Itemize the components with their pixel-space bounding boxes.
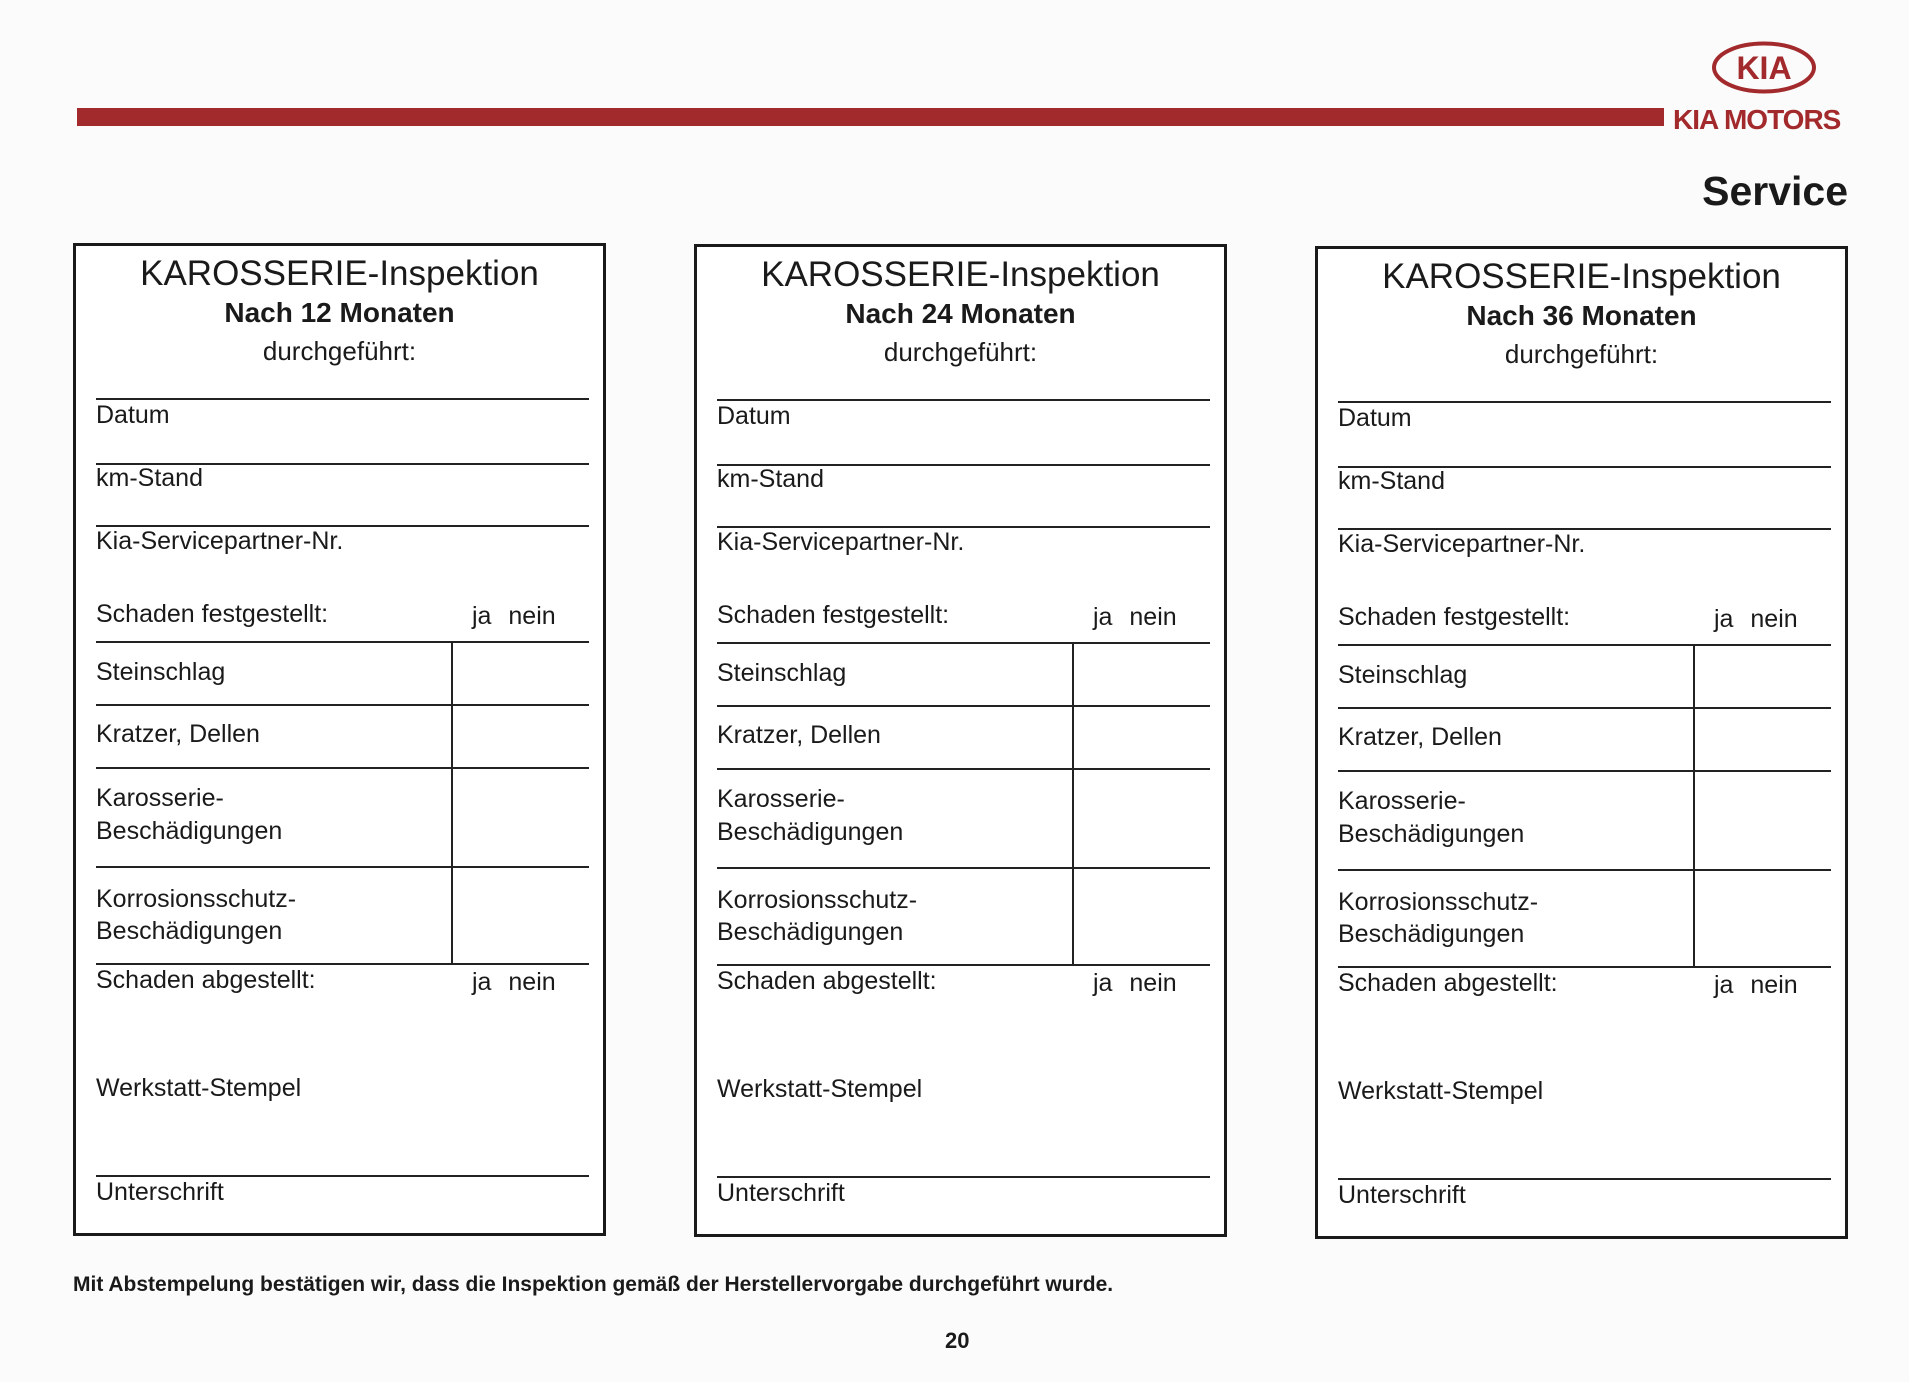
field-label-partner: Kia-Servicepartner-Nr. (96, 527, 344, 555)
field-label-stone-chip: Steinschlag (1338, 661, 1468, 689)
field-label-date: Datum (1338, 404, 1412, 432)
field-label-body-2: Beschädigungen (96, 817, 283, 845)
form-line (717, 705, 1210, 707)
field-label-corrosion-1: Korrosionsschutz- (1338, 888, 1539, 916)
field-label-mileage: km-Stand (96, 464, 203, 492)
field-label-corrosion-1: Korrosionsschutz- (717, 886, 918, 914)
checkbox-column-divider (1072, 642, 1074, 964)
form-line (717, 399, 1210, 401)
field-label-damage-found: Schaden festgestellt: (96, 600, 329, 628)
form-line (717, 642, 1210, 644)
checkbox-column-divider (1693, 644, 1695, 966)
card-performed-label: durchgeführt: (883, 337, 1038, 367)
form-line (1338, 401, 1831, 403)
svg-text:KIA: KIA (1736, 50, 1792, 86)
card-subtitle: Nach 24 Monaten (845, 298, 1076, 329)
field-label-corrosion-1: Korrosionsschutz- (96, 885, 297, 913)
field-label-scratches: Kratzer, Dellen (96, 720, 260, 748)
form-line (96, 866, 589, 868)
card-title: KAROSSERIE-Inspektion (761, 255, 1160, 294)
card-performed-label: durchgeführt: (1504, 339, 1659, 369)
yes-no-label: ja nein (1714, 605, 1798, 633)
section-title: Service (1702, 168, 1848, 214)
inspection-card (694, 244, 1227, 1237)
inspection-card (1315, 246, 1848, 1239)
field-label-body-2: Beschädigungen (717, 818, 904, 846)
form-line (96, 641, 589, 643)
field-label-corrosion-2: Beschädigungen (1338, 920, 1525, 948)
inspection-card (73, 243, 606, 1236)
brand-name: KIA MOTORS (1673, 104, 1841, 135)
field-label-corrosion-2: Beschädigungen (717, 918, 904, 946)
card-subtitle: Nach 36 Monaten (1466, 300, 1697, 331)
field-label-body-1: Karosserie- (717, 785, 845, 813)
field-label-body-1: Karosserie- (1338, 787, 1466, 815)
field-label-scratches: Kratzer, Dellen (717, 721, 881, 749)
field-label-corrosion-2: Beschädigungen (96, 917, 283, 945)
field-label-signature: Unterschrift (1338, 1181, 1466, 1209)
header-red-bar (77, 108, 1664, 126)
yes-no-label: ja nein (1093, 603, 1177, 631)
field-label-stone-chip: Steinschlag (96, 658, 226, 686)
field-label-body-2: Beschädigungen (1338, 820, 1525, 848)
form-line (1338, 707, 1831, 709)
field-label-mileage: km-Stand (717, 465, 824, 493)
field-label-date: Datum (717, 402, 791, 430)
footer-note: Mit Abstempelung bestätigen wir, dass die Inspektion gemäß der Herstellervorgabe durchgeführt wurde. (73, 1273, 1114, 1296)
form-line (96, 704, 589, 706)
yes-no-label: ja nein (1714, 971, 1798, 999)
field-label-damage-found: Schaden festgestellt: (717, 601, 950, 629)
field-label-signature: Unterschrift (717, 1179, 845, 1207)
field-label-damage-found: Schaden festgestellt: (1338, 603, 1571, 631)
card-subtitle: Nach 12 Monaten (224, 297, 455, 328)
form-line (717, 768, 1210, 770)
field-label-scratches: Kratzer, Dellen (1338, 723, 1502, 751)
card-performed-label: durchgeführt: (262, 336, 417, 366)
yes-no-label: ja nein (472, 602, 556, 630)
form-line (96, 767, 589, 769)
field-label-body-1: Karosserie- (96, 784, 224, 812)
yes-no-label: ja nein (1093, 969, 1177, 997)
form-line (1338, 869, 1831, 871)
field-label-stone-chip: Steinschlag (717, 659, 847, 687)
field-label-signature: Unterschrift (96, 1178, 224, 1206)
field-label-stamp: Werkstatt-Stempel (1338, 1077, 1544, 1105)
yes-no-label: ja nein (472, 968, 556, 996)
card-title: KAROSSERIE-Inspektion (1382, 257, 1781, 296)
field-label-partner: Kia-Servicepartner-Nr. (1338, 530, 1586, 558)
field-label-date: Datum (96, 401, 170, 429)
form-line (1338, 644, 1831, 646)
page-number: 20 (945, 1328, 970, 1353)
kia-logo-icon (1711, 40, 1817, 95)
field-label-stamp: Werkstatt-Stempel (717, 1075, 923, 1103)
field-label-stamp: Werkstatt-Stempel (96, 1074, 302, 1102)
checkbox-column-divider (451, 641, 453, 963)
form-line (717, 867, 1210, 869)
field-label-partner: Kia-Servicepartner-Nr. (717, 528, 965, 556)
card-title: KAROSSERIE-Inspektion (140, 254, 539, 293)
field-label-damage-fixed: Schaden abgestellt: (717, 967, 937, 995)
field-label-mileage: km-Stand (1338, 467, 1445, 495)
form-line (96, 398, 589, 400)
field-label-damage-fixed: Schaden abgestellt: (1338, 969, 1558, 997)
field-label-damage-fixed: Schaden abgestellt: (96, 966, 316, 994)
form-line (1338, 770, 1831, 772)
